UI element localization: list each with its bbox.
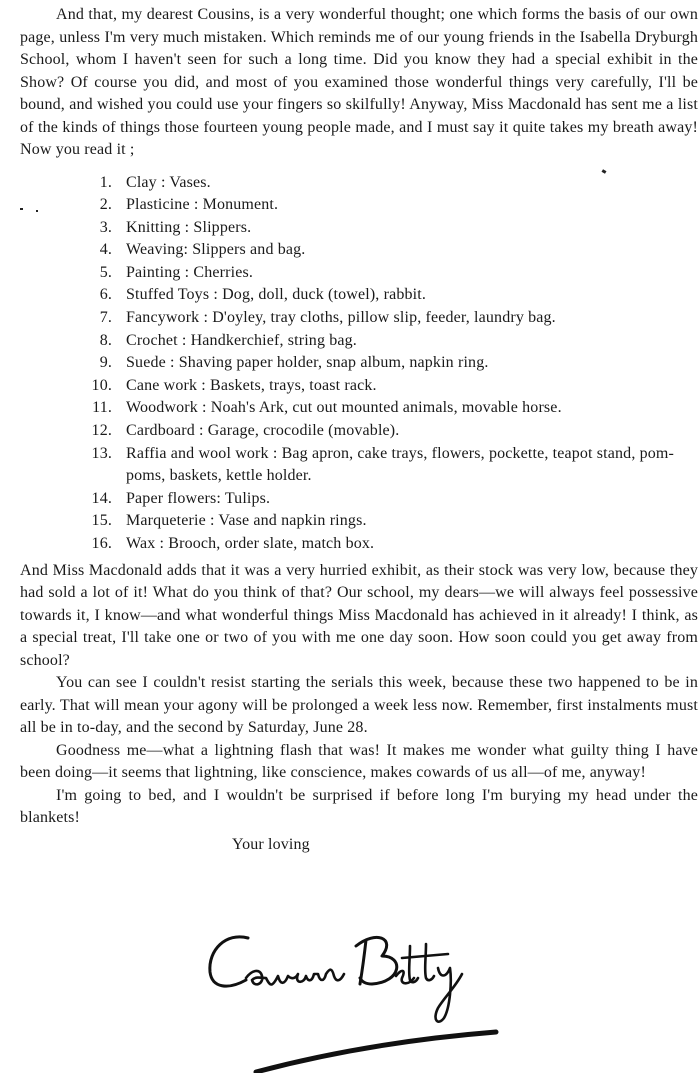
bed-paragraph: I'm going to bed, and I wouldn't be surprised if before long I'm burying my head under the blankets!: [20, 786, 698, 827]
intro-paragraph: And that, my dearest Cousins, is a very wonderful thought; one which forms the basis of our own page, unless I'm very much mistaken. Which reminds me of our young friends in the Isabella Dryburgh School, whom I haven't seen for such a long time. Did you know they had a special exhibit in the Show? Of course you did, and most of you examined those wonderful things very carefully, I'll be bound, and wished you could use your fingers so skilfully! Anyway, Miss Macdonald has sent me a list of the kinds of things those fourteen young people made, and I must say it quite takes my breath away! Now you read it ;: [20, 6, 698, 158]
serials-paragraph: You can see I couldn't resist starting the serials this week, because these two happened to be in early. That will mean your agony will be prolonged a week less now. Remember, first instalments must all be in to-day, and the second by Saturday, June 28.: [20, 674, 698, 737]
list-item: 12. Cardboard : Garage, crocodile (movable).: [91, 422, 400, 440]
list-item: 8. Crochet : Handkerchief, string bag.: [99, 331, 357, 349]
list-item: 2. Plasticine : Monument.: [99, 196, 279, 214]
exhibit-list: [20, 172, 698, 556]
list-item: 3. Knitting : Slippers.: [99, 218, 252, 236]
print-speck: [20, 208, 23, 210]
list-item: 14. Paper flowers: Tulips.: [91, 489, 271, 507]
print-speck: [36, 210, 38, 212]
list-item: 13. Raffia and wool work : Bag apron, cake trays, flowers, pockette, teapot stand, pom-poms, baskets, kettle holder.: [91, 444, 674, 485]
list-item: 1. Clay : Vases.: [99, 173, 211, 191]
list-item: 6. Stuffed Toys : Dog, doll, duck (towel), rabbit.: [99, 286, 426, 304]
list-item: 5. Painting : Cherries.: [99, 263, 253, 281]
adds-paragraph: And Miss Macdonald adds that it was a very hurried exhibit, as their stock was very low, because they had sold a lot of it! What do you think of that? Our school, my dears—we will always feel possessive towards it, I know—and what wonderful things Miss Macdonald has achieved in it already! I think, as a special treat, I'll take one or two of you with me one day soon. How soon could you get away from school?: [20, 561, 698, 669]
list-item: 4. Weaving: Slippers and bag.: [99, 241, 306, 259]
list-item: 9. Suede : Shaving paper holder, snap album, napkin ring.: [99, 354, 489, 372]
signature-image: [196, 928, 526, 1073]
list-item: 10. Cane work : Baskets, trays, toast rack.: [91, 376, 377, 394]
list-item: 16. Wax : Brooch, order slate, match box.: [91, 535, 375, 552]
closing-line: Your loving: [232, 835, 310, 853]
list-item: 7. Fancywork : D'oyley, tray cloths, pillow slip, feeder, laundry bag.: [99, 309, 556, 327]
list-item: 15. Marqueterie : Vase and napkin rings.: [91, 512, 367, 530]
lightning-paragraph: Goodness me—what a lightning flash that was! It makes me wonder what guilty thing I have been doing—it seems that lightning, like conscience, makes cowards of us all—of me, anyway!: [20, 741, 698, 782]
list-item: 11. Woodwork : Noah's Ark, cut out mounted animals, movable horse.: [92, 399, 562, 417]
